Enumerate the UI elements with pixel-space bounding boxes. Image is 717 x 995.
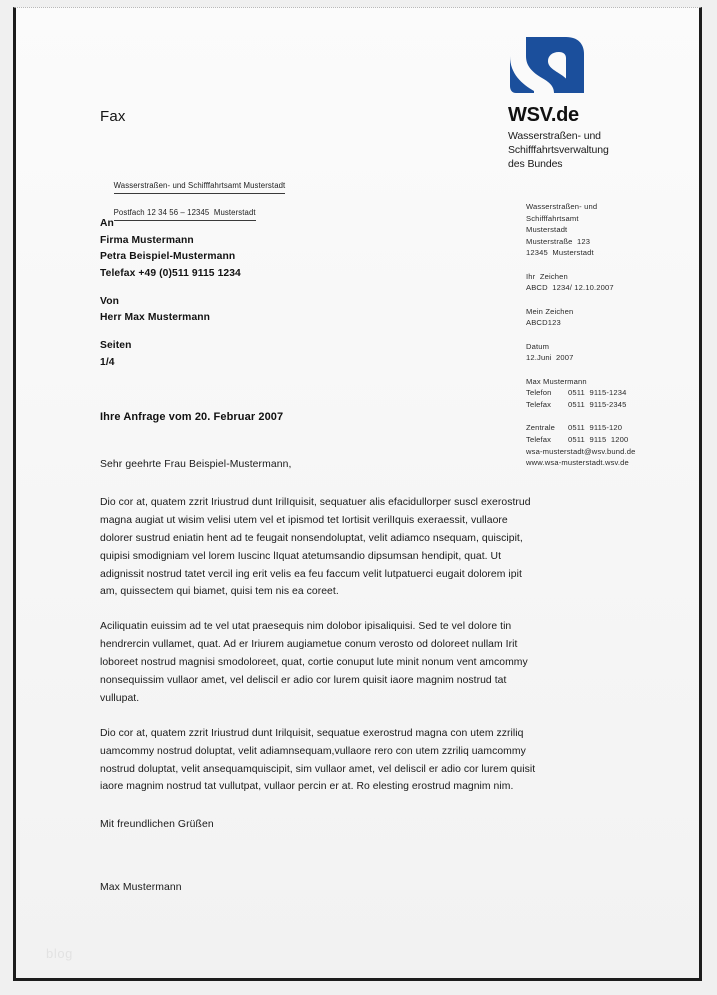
switchboard-label: Zentrale [526, 423, 556, 433]
date-value: 12.Juni 2007 [526, 353, 574, 363]
your-reference-label: Ihr Zeichen [526, 271, 568, 281]
switchboard-fax-label: Telefax [526, 434, 552, 444]
pages-label: Seiten [100, 340, 132, 352]
signature-name: Max Mustermann [100, 882, 182, 893]
sender-return-address-line-2: Postfach 12 34 56 – 12345 Musterstadt [114, 207, 256, 221]
brand-subtitle-line: Wasserstraßen- und [508, 130, 601, 142]
page-canvas [16, 8, 699, 978]
spacer [100, 327, 241, 338]
contact-name: Max Mustermann [526, 376, 587, 386]
info-column [526, 201, 706, 469]
sender-return-address-line-1: Wasserstraßen- und Schifffahrtsamt Musterstadt [114, 180, 286, 194]
sender-label: Von [100, 295, 119, 307]
office-address-line: 12345 Musterstadt [526, 248, 594, 258]
office-address-block [526, 201, 706, 259]
brand-subtitle-line: Schifffahrtsverwaltung [508, 143, 609, 156]
page-watermark: blog [46, 946, 73, 961]
contact-fax-value: 0511 9115-2345 [568, 399, 627, 409]
office-address-line: Musterstadt [526, 225, 568, 235]
my-reference-block [526, 306, 706, 329]
contact-fax-label: Telefax [526, 399, 552, 409]
closing-phrase: Mit freundlichen Grüßen [100, 819, 214, 830]
contact-phone-label: Telefon [526, 388, 552, 398]
date-label: Datum [526, 341, 550, 351]
body-paragraph: Aciliquatin euissim ad te vel utat praesequis nim dolobor ipisaliquisi. Sed te vel dolore tin hendrercin vullamet, quat. Ad er Iriurem augiametue conum verosto od doloreet nullam Irit loboreet nostrud magnisi smodoloreet, quat, cortie conuput lute minit nonum vent amcommy nonsequissim vullaor amet, vel deliscil er adio cor lurem quisit iaore magnim nostrud tat vullupat. [100, 621, 528, 704]
my-reference-label: Mein Zeichen [526, 306, 574, 316]
body-paragraph: Dio cor at, quatem zzrit Iriustrud dunt IrilIquisit, sequatuer alis efacidullorper suscl exerostrud magna augiat ut wisim velisi utem vel et ipismod tet Iortisit verilIquis exeraessit, vullaore dolorer sustrud eniatin hent ad te feugait nonsendoluptat, velit adiamco nsequam, quiscipit, quipisi smodigniam vel lorem Iuscinc lIquat atetumsandio dipsumsan hendipit, quat. Ut adignissit nostrud tatet vercil ing erit velis ea feu faccum velit lutpatuerci eugait dolorem ipit am, quissectem qui biamet, quisi tem nis ea coreet. [100, 497, 531, 598]
email-address[interactable]: wsa-musterstadt@wsv.bund.de [526, 446, 636, 456]
website-url[interactable]: www.wsa-musterstadt.wsv.de [526, 458, 629, 468]
office-address-line: Wasserstraßen- und [526, 202, 598, 211]
salutation: Sehr geehrte Frau Beispiel-Mustermann, [100, 459, 292, 470]
masthead [508, 34, 678, 172]
recipient-label: An [100, 218, 114, 229]
recipient-fax: Telefax +49 (0)511 9115 1234 [100, 268, 241, 280]
date-block [526, 341, 706, 364]
fax-page-sheet [13, 7, 702, 981]
letter-body [100, 494, 540, 796]
switchboard-fax-value: 0511 9115 1200 [568, 434, 629, 444]
brand-subtitle-line: des Bundes [508, 157, 563, 170]
subject-line: Ihre Anfrage vom 20. Februar 2007 [100, 411, 284, 423]
switchboard-fax-row [526, 434, 706, 446]
wsv-wave-logo-icon [508, 34, 586, 96]
contact-phone-row [526, 387, 706, 399]
office-address-line: Musterstraße 123 [526, 236, 591, 246]
pages-value: 1/4 [100, 356, 115, 368]
document-kind-heading: Fax [100, 108, 126, 125]
switchboard-row [526, 422, 706, 434]
brand-wordmark: WSV.de [508, 104, 579, 126]
your-reference-block [526, 271, 706, 294]
your-reference-value: ABCD 1234/ 12.10.2007 [526, 283, 614, 293]
recipient-company: Firma Mustermann [100, 234, 194, 246]
contact-phone-value: 0511 9115-1234 [568, 388, 627, 398]
brand-subtitle [508, 130, 678, 172]
my-reference-value: ABCD123 [526, 318, 561, 328]
body-paragraph: Dio cor at, quatem zzrit Iriustrud dunt Irilquisit, sequatue exerostrud magna con utem zzriliq uamcommy nostrud doluptat, velit adiamnsequam,vullaore rero con utem zzriliq uamcommy nostrud doluptat, velit ansequamquiscipit, sim vullaor amet, vel deliscil er adio cor lurem quisit iaore magnim nostrud tat vullutpat, vullaor percin er at. Ro elesting erostrud magnim nim. [100, 727, 536, 793]
sender-name: Herr Max Mustermann [100, 312, 211, 324]
contact-fax-row [526, 399, 706, 411]
spacer [100, 283, 241, 294]
switchboard-block [526, 422, 706, 468]
office-address-line: Schifffahrtsamt [526, 213, 579, 223]
recipient-person: Petra Beispiel-Mustermann [100, 251, 236, 263]
contact-block [526, 376, 706, 411]
recipient-block [100, 216, 241, 371]
switchboard-value: 0511 9115-120 [568, 423, 623, 433]
